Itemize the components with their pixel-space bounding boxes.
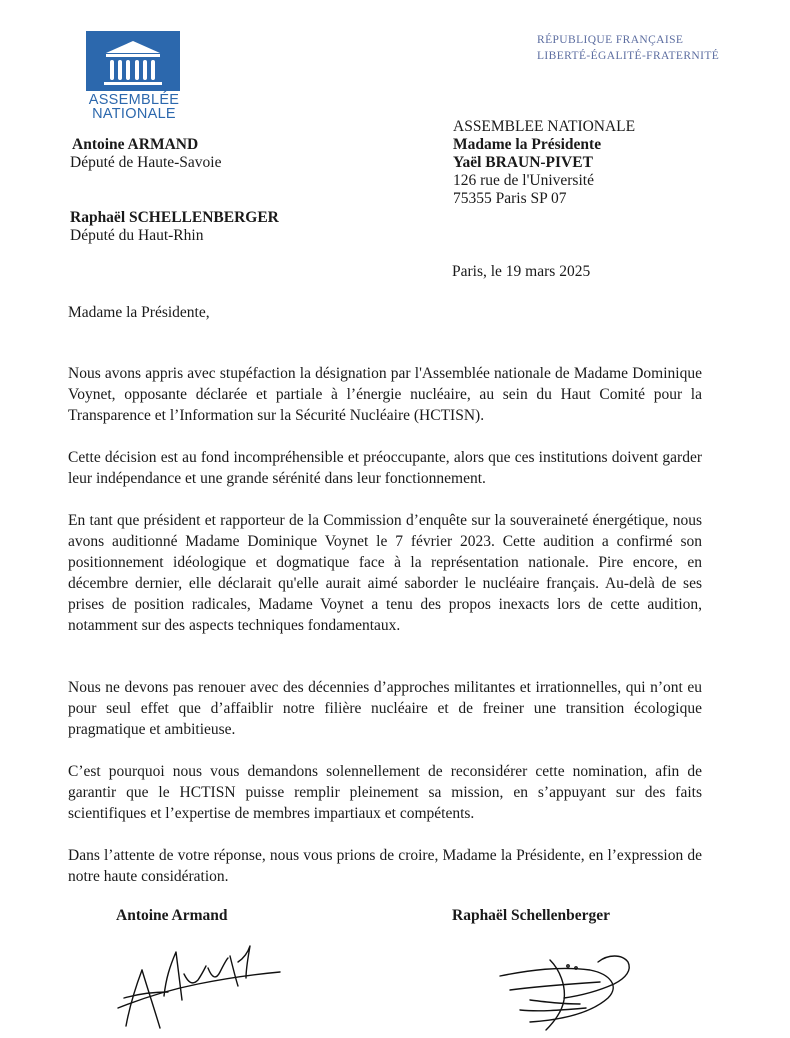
signature-1-icon	[108, 938, 288, 1033]
assemblee-nationale-logo	[86, 31, 182, 121]
signature-name-1: Antoine Armand	[116, 907, 228, 924]
logo-wordmark	[86, 93, 182, 121]
logo-line-1: ASSEMBLÉE	[88, 92, 180, 108]
recipient-role: Madame la Présidente	[453, 136, 602, 153]
recipient-name: Yaël BRAUN-PIVET	[453, 154, 593, 171]
republique-header	[537, 32, 719, 64]
paragraph-text: En tant que président et rapporteur de la Commission d’enquête sur la souveraineté énergétique, nous avons auditionné Madame Dominique Voynet le 7 février 2023. Cette audition a confirmé son positionnement idéologique et dogmatique face à la représentation nationale. Pire encore, en décembre dernier, elle déclarait qu'elle aurait aimé saborder le nucléaire français. Au-delà de ses prises de position radicales, Madame Voynet a tenu des propos inexacts lors de cette audition, notamment sur des aspects techniques fondamentaux.	[68, 512, 702, 634]
signature-name-2: Raphaël Schellenberger	[452, 907, 610, 924]
body-paragraph-3	[68, 510, 702, 636]
sender-2-name: Raphaël SCHELLENBERGER	[70, 209, 279, 226]
hemicycle-emblem-icon	[86, 31, 180, 91]
paragraph-text: Dans l’attente de votre réponse, nous vous prions de croire, Madame la Présidente, en l’expression de notre haute considération.	[68, 847, 702, 885]
salutation: Madame la Présidente,	[68, 304, 210, 321]
sender-1-title: Député de Haute-Savoie	[70, 154, 222, 171]
republique-line-1: RÉPUBLIQUE FRANÇAISE	[537, 34, 684, 46]
logo-line-2: NATIONALE	[92, 106, 176, 122]
recipient-org: ASSEMBLEE NATIONALE	[453, 118, 636, 135]
body-paragraph-6	[68, 845, 702, 887]
body-paragraph-4	[68, 677, 702, 740]
letter-date: Paris, le 19 mars 2025	[452, 263, 591, 280]
paragraph-text: Cette décision est au fond incompréhensible et préoccupante, alors que ces institutions doivent garder leur indépendance et une grande sérénité dans leur fonctionnement.	[68, 449, 702, 487]
recipient-street: 126 rue de l'Université	[453, 172, 594, 189]
body-paragraph-5	[68, 761, 702, 824]
republique-line-2: LIBERTÉ-ÉGALITÉ-FRATERNITÉ	[537, 50, 720, 62]
paragraph-text: C’est pourquoi nous vous demandons solennellement de reconsidérer cette nomination, afin de garantir que le HCTISN puisse remplir pleinement sa mission, en s’appuyant sur des faits scientifiques et l’expertise de membres impartiaux et compétents.	[68, 763, 702, 822]
sender-2-title: Député du Haut-Rhin	[70, 227, 204, 244]
signature-2-icon	[490, 940, 650, 1035]
body-paragraph-1	[68, 363, 702, 426]
paragraph-text: Nous ne devons pas renouer avec des décennies d’approches militantes et irrationnelles, qui n’ont eu pour seul effet que d’affaiblir notre filière nucléaire et de freiner une transition écologique pragmatique et ambitieuse.	[68, 679, 702, 738]
sender-1-name: Antoine ARMAND	[72, 136, 199, 153]
paragraph-text: Nous avons appris avec stupéfaction la désignation par l'Assemblée nationale de Madame Dominique Voynet, opposante déclarée et partiale à l’énergie nucléaire, au sein du Haut Comité pour la Transparence et l’Information sur la Sécurité Nucléaire (HCTISN).	[68, 365, 702, 424]
recipient-city: 75355 Paris SP 07	[453, 190, 567, 207]
body-paragraph-2	[68, 447, 702, 489]
